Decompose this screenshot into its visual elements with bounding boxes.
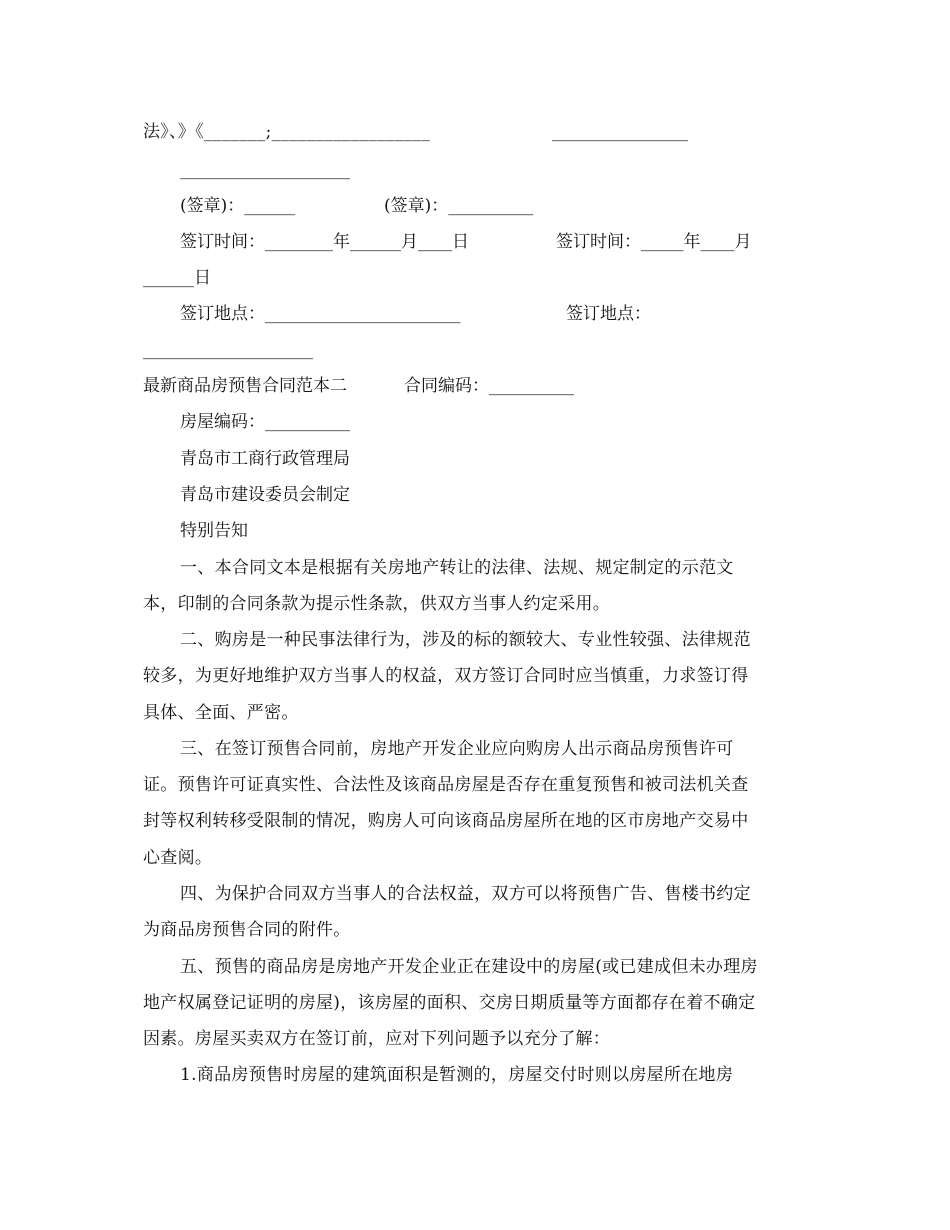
paragraph-line: 因素。房屋买卖双方在签订前，应对下列问题予以充分了解： bbox=[143, 1029, 611, 1049]
blank-line: ____________________ bbox=[180, 160, 350, 180]
seal-party-a: (签章)：______ bbox=[180, 196, 296, 216]
house-number: 房屋编码：__________ bbox=[180, 412, 350, 432]
paragraph-line: 为商品房预售合同的附件。 bbox=[143, 920, 351, 940]
paragraph-line: 一、本合同文本是根据有关房地产转让的法律、法规、规定制定的示范文 bbox=[180, 558, 734, 578]
paragraph-line: 地产权属登记证明的房屋)，该房屋的面积、交房日期质量等方面都存在着不确定 bbox=[143, 993, 756, 1013]
issuer-2: 青岛市建设委员会制定 bbox=[180, 485, 350, 505]
paragraph-line: 二、购房是一种民事法律行为，涉及的标的额较大、专业性较强、法律规范 bbox=[180, 630, 751, 650]
paragraph-line: 本，印制的合同条款为提示性条款，供双方当事人约定采用。 bbox=[143, 594, 611, 614]
sign-date-a: 签订时间：________年______月____日 bbox=[180, 232, 469, 252]
paragraph-line: 五、预售的商品房是房地产开发企业正在建设中的房屋(或已建成但未办理房 bbox=[180, 957, 758, 977]
paragraph-line: 具体、全面、严密。 bbox=[143, 703, 299, 723]
paragraph-line: 较多，为更好地维护双方当事人的权益，双方签订合同时应当慎重，力求签订得 bbox=[143, 666, 749, 686]
sign-place-a: 签订地点：_______________________ bbox=[180, 304, 461, 324]
paragraph-line: 四、为保护合同双方当事人的合法权益，双方可以将预售广告、售楼书约定 bbox=[180, 884, 751, 904]
sign-place-b-blank: ____________________ bbox=[143, 340, 313, 360]
sign-place-b: 签订地点： bbox=[566, 304, 651, 324]
seal-party-b: (签章)：__________ bbox=[384, 196, 534, 216]
law-line: 法》、》《_______;__________________ bbox=[143, 122, 431, 142]
contract-number: 合同编码：__________ bbox=[404, 376, 574, 396]
document-title: 最新商品房预售合同范本二 bbox=[143, 376, 347, 396]
paragraph-line: 1.商品房预售时房屋的建筑面积是暂测的，房屋交付时则以房屋所在地房 bbox=[180, 1065, 734, 1085]
paragraph-line: 心查阅。 bbox=[143, 848, 213, 868]
paragraph-line: 封等权利转移受限制的情况，购房人可向该商品房屋所在地的区市房地产交易中 bbox=[143, 811, 749, 831]
paragraph-line: 三、在签订预售合同前，房地产开发企业应向购房人出示商品房预售许可 bbox=[180, 739, 734, 759]
paragraph-line: 证。预售许可证真实性、合法性及该商品房屋是否存在重复预售和被司法机关查 bbox=[143, 775, 749, 795]
sign-date-b: 签订时间：_____年____月 bbox=[556, 232, 752, 252]
issuer-1: 青岛市工商行政管理局 bbox=[180, 449, 350, 469]
sign-date-b-day: ______日 bbox=[143, 268, 211, 288]
notice-title: 特别告知 bbox=[180, 521, 248, 541]
law-line-blank: ________________ bbox=[552, 122, 688, 142]
